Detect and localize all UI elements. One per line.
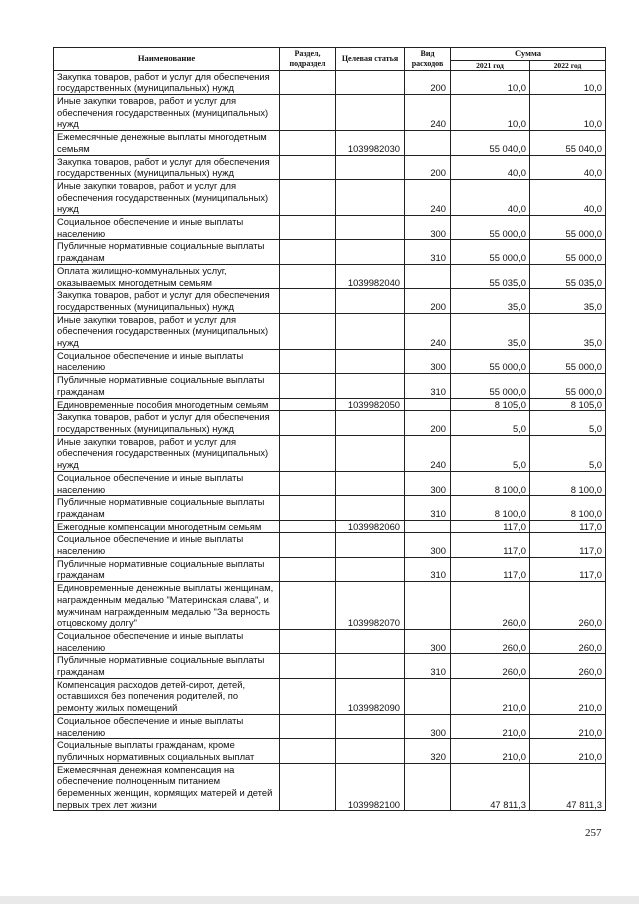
col-header-2022: 2022 год: [530, 60, 606, 70]
cell-type: 240: [405, 313, 451, 349]
cell-name: Закупка товаров, работ и услуг для обеспечения государственных (муниципальных) нужд: [54, 70, 280, 94]
table-row: [54, 763, 606, 811]
cell-section: [280, 398, 336, 411]
cell-name: Компенсация расходов детей-сирот, детей, оставшихся без попечения родителей, по ремонту жилых помещений: [54, 678, 280, 714]
cell-2021: 47 811,3: [451, 763, 530, 811]
cell-2022: 55 000,0: [530, 349, 606, 373]
cell-2022: 10,0: [530, 70, 606, 94]
cell-target: [336, 155, 405, 179]
col-header-name: Наименование: [54, 48, 280, 71]
cell-section: [280, 533, 336, 557]
cell-2022: 117,0: [530, 557, 606, 581]
cell-2022: 210,0: [530, 714, 606, 738]
cell-name: Социальное обеспечение и иные выплаты населению: [54, 471, 280, 495]
cell-type: 310: [405, 374, 451, 398]
cell-2021: 10,0: [451, 70, 530, 94]
table-header-row: [54, 48, 606, 61]
cell-target: [336, 179, 405, 215]
table-row: [54, 70, 606, 94]
cell-target: 1039982050: [336, 398, 405, 411]
cell-type: [405, 520, 451, 533]
cell-type: 310: [405, 240, 451, 264]
cell-2021: 260,0: [451, 629, 530, 653]
col-header-type: Вид расходов: [405, 48, 451, 71]
cell-section: [280, 411, 336, 435]
cell-2022: 5,0: [530, 411, 606, 435]
cell-2021: 55 040,0: [451, 131, 530, 155]
cell-2022: 210,0: [530, 739, 606, 763]
cell-section: [280, 313, 336, 349]
cell-2022: 55 000,0: [530, 216, 606, 240]
cell-name: Публичные нормативные социальные выплаты гражданам: [54, 240, 280, 264]
cell-type: [405, 131, 451, 155]
cell-section: [280, 678, 336, 714]
cell-target: [336, 411, 405, 435]
cell-section: [280, 264, 336, 288]
cell-name: Социальное обеспечение и иные выплаты населению: [54, 349, 280, 373]
cell-section: [280, 654, 336, 678]
cell-section: [280, 582, 336, 630]
table-row: [54, 264, 606, 288]
col-header-sum: Сумма: [451, 48, 606, 61]
cell-2021: 35,0: [451, 313, 530, 349]
cell-target: 1039982070: [336, 582, 405, 630]
table-row: [54, 179, 606, 215]
cell-name: Ежегодные компенсации многодетным семьям: [54, 520, 280, 533]
cell-name: Иные закупки товаров, работ и услуг для обеспечения государственных (муниципальных) нужд: [54, 95, 280, 131]
cell-target: [336, 496, 405, 520]
cell-target: [336, 313, 405, 349]
cell-name: Иные закупки товаров, работ и услуг для обеспечения государственных (муниципальных) нужд: [54, 313, 280, 349]
cell-target: [336, 714, 405, 738]
cell-2021: 117,0: [451, 533, 530, 557]
cell-2021: 260,0: [451, 582, 530, 630]
cell-name: Закупка товаров, работ и услуг для обеспечения государственных (муниципальных) нужд: [54, 289, 280, 313]
cell-name: Единовременные денежные выплаты женщинам, награжденным медалью "Материнская слава", и мужчинам награжденным медалью "За верность отцовскому долгу": [54, 582, 280, 630]
cell-2021: 55 000,0: [451, 240, 530, 264]
cell-2021: 210,0: [451, 739, 530, 763]
table-row: [54, 557, 606, 581]
table-row: [54, 289, 606, 313]
cell-section: [280, 374, 336, 398]
cell-type: 300: [405, 714, 451, 738]
cell-2021: 55 000,0: [451, 374, 530, 398]
budget-table: [53, 47, 606, 811]
cell-2022: 40,0: [530, 155, 606, 179]
cell-2021: 8 105,0: [451, 398, 530, 411]
table-row: [54, 155, 606, 179]
cell-name: Социальное обеспечение и иные выплаты населению: [54, 629, 280, 653]
cell-section: [280, 739, 336, 763]
table-row: [54, 714, 606, 738]
cell-name: Социальное обеспечение и иные выплаты населению: [54, 714, 280, 738]
table-row: [54, 739, 606, 763]
cell-target: 1039982040: [336, 264, 405, 288]
cell-2022: 55 000,0: [530, 374, 606, 398]
cell-2022: 5,0: [530, 435, 606, 471]
cell-type: 300: [405, 216, 451, 240]
cell-2021: 117,0: [451, 557, 530, 581]
cell-type: 310: [405, 654, 451, 678]
cell-2022: 8 100,0: [530, 496, 606, 520]
cell-2021: 5,0: [451, 435, 530, 471]
cell-type: 240: [405, 95, 451, 131]
cell-target: 1039982100: [336, 763, 405, 811]
cell-target: [336, 95, 405, 131]
cell-section: [280, 95, 336, 131]
cell-section: [280, 289, 336, 313]
cell-type: 310: [405, 557, 451, 581]
cell-type: 200: [405, 289, 451, 313]
cell-type: 300: [405, 629, 451, 653]
table-row: [54, 411, 606, 435]
cell-type: 200: [405, 155, 451, 179]
cell-name: Публичные нормативные социальные выплаты гражданам: [54, 654, 280, 678]
cell-name: Социальное обеспечение и иные выплаты населению: [54, 216, 280, 240]
cell-target: [336, 240, 405, 264]
cell-2022: 8 105,0: [530, 398, 606, 411]
cell-section: [280, 435, 336, 471]
table-row: [54, 678, 606, 714]
cell-2022: 55 040,0: [530, 131, 606, 155]
cell-section: [280, 763, 336, 811]
table-row: [54, 131, 606, 155]
cell-2022: 55 035,0: [530, 264, 606, 288]
cell-target: 1039982090: [336, 678, 405, 714]
table-row: [54, 533, 606, 557]
cell-2021: 210,0: [451, 678, 530, 714]
cell-2022: 55 000,0: [530, 240, 606, 264]
cell-2021: 10,0: [451, 95, 530, 131]
table-row: [54, 313, 606, 349]
cell-2022: 10,0: [530, 95, 606, 131]
cell-2021: 55 000,0: [451, 216, 530, 240]
cell-2022: 117,0: [530, 520, 606, 533]
cell-2021: 35,0: [451, 289, 530, 313]
cell-name: Социальное обеспечение и иные выплаты населению: [54, 533, 280, 557]
cell-target: [336, 374, 405, 398]
cell-2022: 260,0: [530, 654, 606, 678]
table-body: [54, 70, 606, 811]
cell-2022: 35,0: [530, 313, 606, 349]
scan-bottom-strip: [0, 896, 639, 904]
cell-target: [336, 289, 405, 313]
table-row: [54, 471, 606, 495]
cell-type: [405, 582, 451, 630]
cell-2021: 55 035,0: [451, 264, 530, 288]
table-row: [54, 374, 606, 398]
cell-2021: 8 100,0: [451, 471, 530, 495]
cell-section: [280, 557, 336, 581]
cell-target: [336, 629, 405, 653]
cell-2022: 260,0: [530, 629, 606, 653]
cell-type: 310: [405, 496, 451, 520]
col-header-section: Раздел, подраздел: [280, 48, 336, 71]
table-row: [54, 398, 606, 411]
cell-name: Иные закупки товаров, работ и услуг для обеспечения государственных (муниципальных) нужд: [54, 179, 280, 215]
cell-section: [280, 629, 336, 653]
cell-name: Оплата жилищно-коммунальных услуг, оказываемых многодетным семьям: [54, 264, 280, 288]
cell-target: 1039982030: [336, 131, 405, 155]
table-row: [54, 95, 606, 131]
cell-2022: 35,0: [530, 289, 606, 313]
cell-2021: 40,0: [451, 179, 530, 215]
table-row: [54, 216, 606, 240]
table-row: [54, 520, 606, 533]
cell-2022: 117,0: [530, 533, 606, 557]
cell-type: 240: [405, 435, 451, 471]
cell-type: 320: [405, 739, 451, 763]
cell-type: 300: [405, 471, 451, 495]
cell-section: [280, 131, 336, 155]
cell-target: [336, 435, 405, 471]
table-row: [54, 496, 606, 520]
cell-section: [280, 70, 336, 94]
cell-2021: 40,0: [451, 155, 530, 179]
cell-name: Ежемесячная денежная компенсация на обеспечение полноценным питанием беременных женщин, кормящих матерей и детей первых трех лет жизни: [54, 763, 280, 811]
cell-2021: 117,0: [451, 520, 530, 533]
cell-target: [336, 654, 405, 678]
col-header-target: Целевая статья: [336, 48, 405, 71]
cell-type: [405, 264, 451, 288]
cell-name: Иные закупки товаров, работ и услуг для обеспечения государственных (муниципальных) нужд: [54, 435, 280, 471]
cell-2021: 210,0: [451, 714, 530, 738]
cell-2021: 8 100,0: [451, 496, 530, 520]
cell-target: [336, 739, 405, 763]
cell-target: 1039982060: [336, 520, 405, 533]
cell-section: [280, 714, 336, 738]
cell-name: Ежемесячные денежные выплаты многодетным семьям: [54, 131, 280, 155]
cell-name: Закупка товаров, работ и услуг для обеспечения государственных (муниципальных) нужд: [54, 155, 280, 179]
cell-name: Социальные выплаты гражданам, кроме публичных нормативных социальных выплат: [54, 739, 280, 763]
cell-target: [336, 557, 405, 581]
cell-section: [280, 179, 336, 215]
cell-2022: 47 811,3: [530, 763, 606, 811]
table-row: [54, 349, 606, 373]
col-header-2021: 2021 год: [451, 60, 530, 70]
cell-type: [405, 398, 451, 411]
cell-2022: 8 100,0: [530, 471, 606, 495]
cell-section: [280, 471, 336, 495]
cell-2022: 260,0: [530, 582, 606, 630]
cell-section: [280, 520, 336, 533]
cell-section: [280, 216, 336, 240]
cell-type: 300: [405, 533, 451, 557]
cell-section: [280, 155, 336, 179]
cell-target: [336, 216, 405, 240]
cell-type: [405, 678, 451, 714]
cell-2022: 40,0: [530, 179, 606, 215]
cell-type: 200: [405, 70, 451, 94]
table-row: [54, 435, 606, 471]
table-row: [54, 582, 606, 630]
table-row: [54, 629, 606, 653]
table-row: [54, 240, 606, 264]
cell-name: Публичные нормативные социальные выплаты гражданам: [54, 557, 280, 581]
cell-target: [336, 533, 405, 557]
cell-2021: 260,0: [451, 654, 530, 678]
cell-name: Закупка товаров, работ и услуг для обеспечения государственных (муниципальных) нужд: [54, 411, 280, 435]
cell-target: [336, 349, 405, 373]
cell-2021: 55 000,0: [451, 349, 530, 373]
table-row: [54, 654, 606, 678]
cell-type: 300: [405, 349, 451, 373]
cell-2021: 5,0: [451, 411, 530, 435]
cell-2022: 210,0: [530, 678, 606, 714]
cell-section: [280, 349, 336, 373]
cell-type: 240: [405, 179, 451, 215]
cell-name: Единовременные пособия многодетным семьям: [54, 398, 280, 411]
cell-section: [280, 240, 336, 264]
cell-name: Публичные нормативные социальные выплаты гражданам: [54, 496, 280, 520]
cell-section: [280, 496, 336, 520]
budget-table-sheet: [53, 47, 605, 811]
cell-name: Публичные нормативные социальные выплаты гражданам: [54, 374, 280, 398]
cell-target: [336, 471, 405, 495]
cell-type: [405, 763, 451, 811]
cell-target: [336, 70, 405, 94]
page-number: 257: [585, 827, 602, 839]
cell-type: 200: [405, 411, 451, 435]
